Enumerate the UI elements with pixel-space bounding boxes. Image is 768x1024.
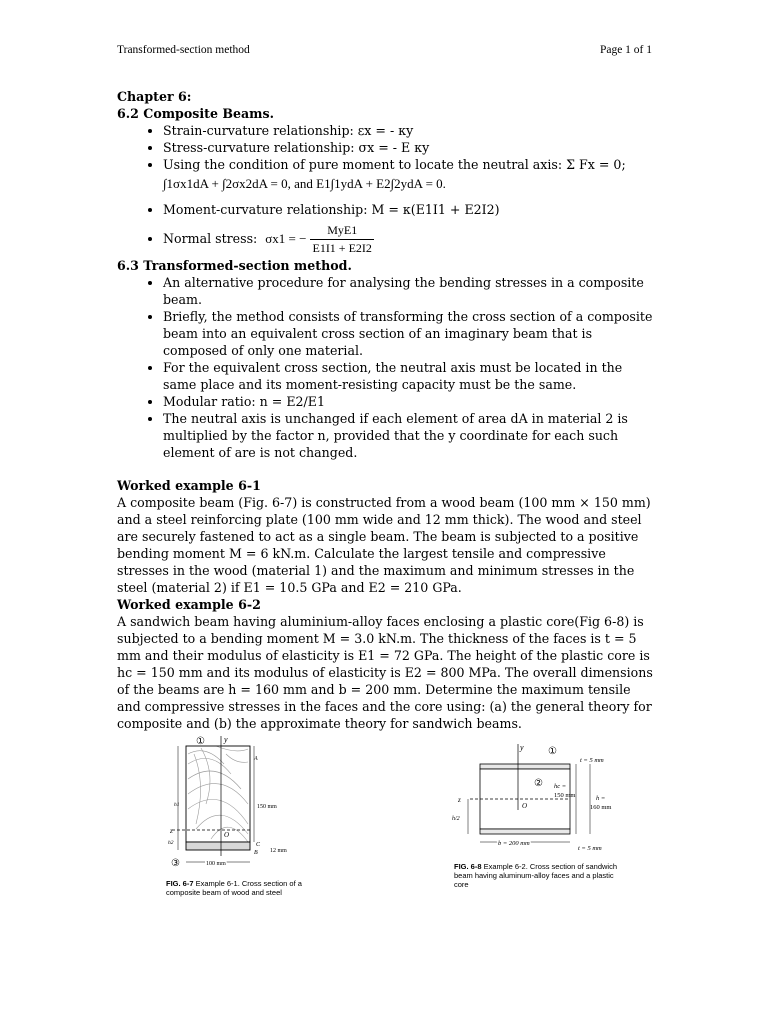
figure-6-7-caption <box>166 879 316 897</box>
chapter-heading: Chapter 6: <box>117 89 192 104</box>
equation-neutral-axis: ∫1σx1dA + ∫2σx2dA = 0, and E1∫1ydA + E2∫2ydA = 0. <box>163 176 446 191</box>
section-6-3-list <box>117 274 657 461</box>
label-C: C <box>256 842 261 848</box>
worked-example-6-2-text: A sandwich beam having aluminium-alloy faces enclosing a plastic core(Fig 6-8) is subjected to a bending moment M = 3.0 kN.m. The thickness of the faces is t = 5 mm and their modulus of elasticity is E1 = 72 GPa. The height of the plastic core is hc = 150 mm and its modulus of elasticity is E2 = 800 MPa. The overall dimensions of the beams are h = 160 mm and b = 200 mm. Determine the maximum tensile and compressive stresses in the faces and the core using: (a) the general theory for composite and (b) the approximate theory for sandwich beams. <box>117 614 653 731</box>
list-item: • Moment-curvature relationship: M = κ(E1I1 + E2I2) <box>163 201 657 218</box>
label-A: A <box>254 756 258 762</box>
caption-text: Example 6-2. Cross section of sandwich beam having aluminum-alloy faces and a plastic core <box>454 862 618 889</box>
top-face <box>480 764 570 769</box>
label-z: z <box>458 796 461 804</box>
section-6-2-heading: 6.2 Composite Beams. <box>117 106 274 121</box>
label-O: O <box>522 802 528 810</box>
figure-6-7-diagram <box>166 734 306 870</box>
list-item: • Modular ratio: n = E2/E1 <box>163 393 657 410</box>
normal-stress-label: Normal stress: <box>163 231 258 246</box>
normal-stress-fraction <box>310 222 373 257</box>
list-item: • For the equivalent cross section, the neutral axis must be located in the same place and its moment-resisting capacity must be the same. <box>163 359 657 393</box>
label-material-3: ③ <box>171 858 180 869</box>
label-t-bottom: t = 5 mm <box>578 845 602 852</box>
label-material-1-top: ① <box>548 746 557 757</box>
section-6-2-list-cont <box>117 201 657 257</box>
label-h1: h1 <box>174 802 180 808</box>
list-item-normal-stress <box>163 222 657 257</box>
list-item: • The neutral axis is unchanged if each element of area dA in material 2 is multiplied by the factor n, provided that the y coordinate for each such element of are is not changed. <box>163 410 657 461</box>
running-header-title: Transformed-section method <box>117 44 250 56</box>
label-z: z <box>170 827 173 835</box>
figure-6-8-diagram <box>450 740 626 856</box>
list-item: • Stress-curvature relationship: σx = - E κy <box>163 139 657 156</box>
label-y: y <box>224 735 228 744</box>
worked-example-6-2-heading: Worked example 6-2 <box>117 597 261 612</box>
label-O: O <box>224 831 230 839</box>
steel-plate <box>186 842 250 850</box>
section-6-2-list <box>117 122 657 173</box>
list-item: • Using the condition of pure moment to locate the neutral axis: Σ Fx = 0; <box>163 156 657 173</box>
fraction-denominator: E1I1 + E2I2 <box>312 241 372 255</box>
figure-6-8-caption <box>454 862 624 889</box>
label-h-value: 160 mm <box>590 804 612 811</box>
label-b: b = 200 mm <box>498 840 530 847</box>
worked-example-6-1-text: A composite beam (Fig. 6-7) is constructed from a wood beam (100 mm × 150 mm) and a steel reinforcing plate (100 mm wide and 12 mm thick). The wood and steel are securely fastened to act as a single beam. The beam is subjected to a positive bending moment M = 6 kN.m. Calculate the largest tensile and compressive stresses in the wood (material 1) and the maximum and minimum stresses in the steel (material 2) if E1 = 10.5 GPa and E2 = 210 GPa. <box>117 495 651 595</box>
section-6-3-heading: 6.3 Transformed-section method. <box>117 258 352 273</box>
label-y: y <box>520 743 524 752</box>
list-item: • Strain-curvature relationship: εx = - κy <box>163 122 657 139</box>
wood-grain-pattern <box>188 746 248 842</box>
page-number: Page 1 of 1 <box>599 44 652 56</box>
label-material-1: ① <box>196 736 205 747</box>
normal-stress-lhs: σx1 = − <box>265 231 307 246</box>
label-half-h: h/2 <box>452 816 460 822</box>
document-body <box>117 88 657 732</box>
bottom-face <box>480 829 570 834</box>
caption-label: FIG. 6-8 <box>454 862 482 871</box>
fraction-numerator: MyE1 <box>310 222 373 240</box>
label-12mm: 12 mm <box>270 848 287 854</box>
label-hc: hc = <box>554 783 567 790</box>
label-B: B <box>254 850 258 856</box>
label-h2: h2 <box>168 840 174 846</box>
label-hc-value: 150 mm <box>554 792 576 799</box>
label-150mm: 150 mm <box>257 804 277 810</box>
list-item: • Briefly, the method consists of transforming the cross section of a composite beam into an equivalent cross section of an imaginary beam that is composed of only one material. <box>163 308 657 359</box>
worked-example-6-1-heading: Worked example 6-1 <box>117 478 261 493</box>
label-h: h = <box>596 795 606 802</box>
caption-label: FIG. 6-7 <box>166 879 194 888</box>
label-material-2: ② <box>534 778 543 789</box>
caption-text: Example 6-1. Cross section of a composite beam of wood and steel <box>166 879 302 897</box>
label-100mm: 100 mm <box>206 861 226 867</box>
list-item: • An alternative procedure for analysing the bending stresses in a composite beam. <box>163 274 657 308</box>
label-t-top: t = 5 mm <box>580 757 604 764</box>
